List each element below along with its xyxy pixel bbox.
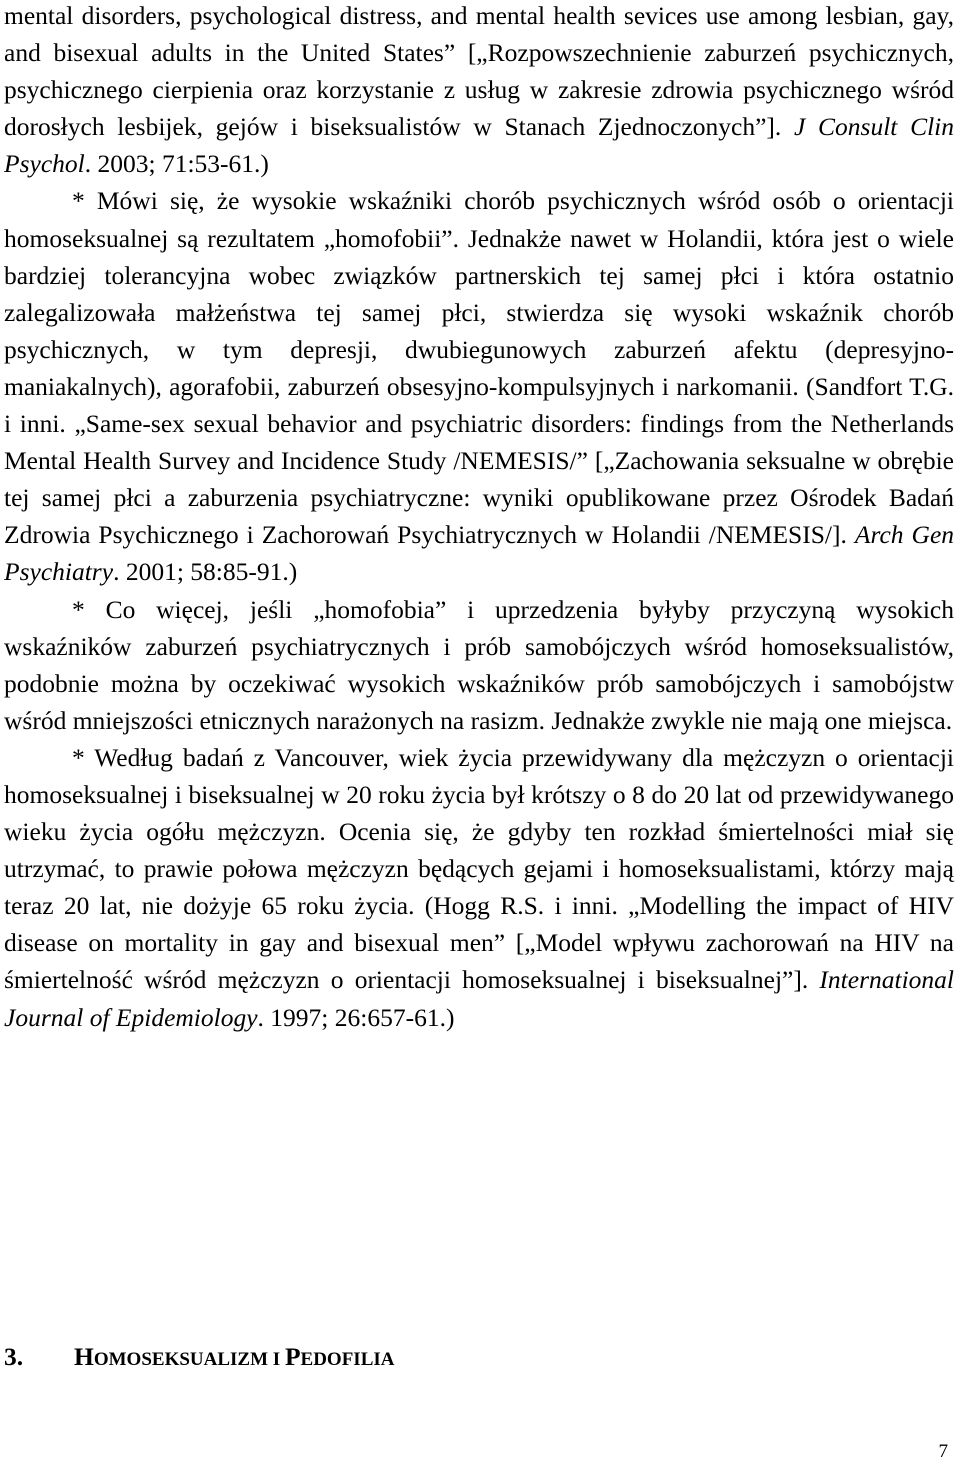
section-title-conjunction: I	[272, 1349, 285, 1370]
section-title-smallcaps: OMOSEKSUALIZM	[93, 1349, 273, 1370]
section-title-initial: P	[284, 1342, 301, 1371]
paragraph-text: * Co więcej, jeśli „homofobia” i uprzedzenia byłyby przyczyną wysokich wskaźników zaburzeń psychiatrycznych i prób samobójczych wśród homoseksualistów, podobnie można by oczekiwać wysokich wskaźników prób samobójczych i samobójstw wśród mniejszości etnicznych narażonych na rasizm. Jednakże zwykle nie mają one miejsca.	[4, 594, 954, 735]
paragraph-text: mental disorders, psychological distress, and mental health sevices use among lesbian, gay, and bisexual adults in the United States” [„Rozpowszechnienie zaburzeń psychicznych, psychicznego cierpienia oraz korzystanie z usług w zakresie zdrowia psychicznego wśród dorosłych lesbijek, gejów i biseksualistów w Stanach Zjednoczonych”].	[4, 1, 954, 142]
section-heading	[4, 1340, 395, 1377]
paragraph-text: * Mówi się, że wysokie wskaźniki chorób psychicznych wśród osób o orientacji homoseksualnej są rezultatem „homofobii”. Jednakże nawet w Holandii, która jest o wiele bardziej tolerancyjna wobec związków partnerskich tej samej płci i która ostatnio zalegalizowała małżeństwa tej samej płci, stwierdza się wysoki wskaźnik chorób psychicznych, w tym depresji, dwubiegunowych zaburzeń afektu (depresyjno-maniakalnych), agorafobii, zaburzeń obsesyjno-kompulsyjnych i narkomanii. (Sandfort T.G. i inni. „Same-sex sexual behavior and psychiatric disorders: findings from the Netherlands Mental Health Survey and Incidence Study /NEMESIS/” [„Zachowania seksualne w obrębie tej samej płci a zaburzenia psychiatryczne: wyniki opublikowane przez Ośrodek Badań Zdrowia Psychicznego i Zachorowań Psychiatrycznych w Holandii /NEMESIS/].	[4, 186, 954, 550]
paragraph	[4, 591, 954, 739]
page-number: 7	[938, 1441, 948, 1462]
section-title-smallcaps: EDOFILIA	[300, 1349, 395, 1370]
section-number: 3.	[4, 1342, 24, 1371]
paragraph	[4, 0, 954, 182]
section-title	[74, 1342, 395, 1371]
paragraph-text: * Według badań z Vancouver, wiek życia przewidywany dla mężczyzn o orientacji homoseksualnej i biseksualnej w 20 roku życia był krótszy o 8 do 20 lat od przewidywanego wieku życia ogółu mężczyzn. Ocenia się, że gdyby ten rozkład śmiertelności miał się utrzymać, to prawie połowa mężczyzn będących gejami i homoseksualistami, którzy mają teraz 20 lat, nie dożyje 65 roku życia. (Hogg R.S. i inni. „Modelling the impact of HIV disease on mortality in gay and bisexual men” [„Model wpływu zachorowań na HIV na śmiertelność wśród mężczyzn o orientacji homoseksualnej i biseksualnej”].	[4, 742, 954, 995]
section-title-initial: H	[74, 1342, 94, 1371]
journal-title: J Consult Clin Psychol	[4, 112, 954, 179]
paragraph-text: . 1997; 26:657-61.)	[257, 1002, 455, 1032]
paragraph-text: . 2003; 71:53-61.)	[84, 149, 269, 179]
journal-title: International Journal of Epidemiology	[4, 965, 954, 1032]
journal-title: Arch Gen Psychiatry	[4, 520, 955, 587]
document-page	[4, 0, 954, 1472]
paragraph	[4, 182, 954, 590]
paragraph-text: . 2001; 58:85-91.)	[113, 557, 298, 587]
paragraph	[4, 739, 954, 1036]
body-text	[4, 0, 954, 1036]
